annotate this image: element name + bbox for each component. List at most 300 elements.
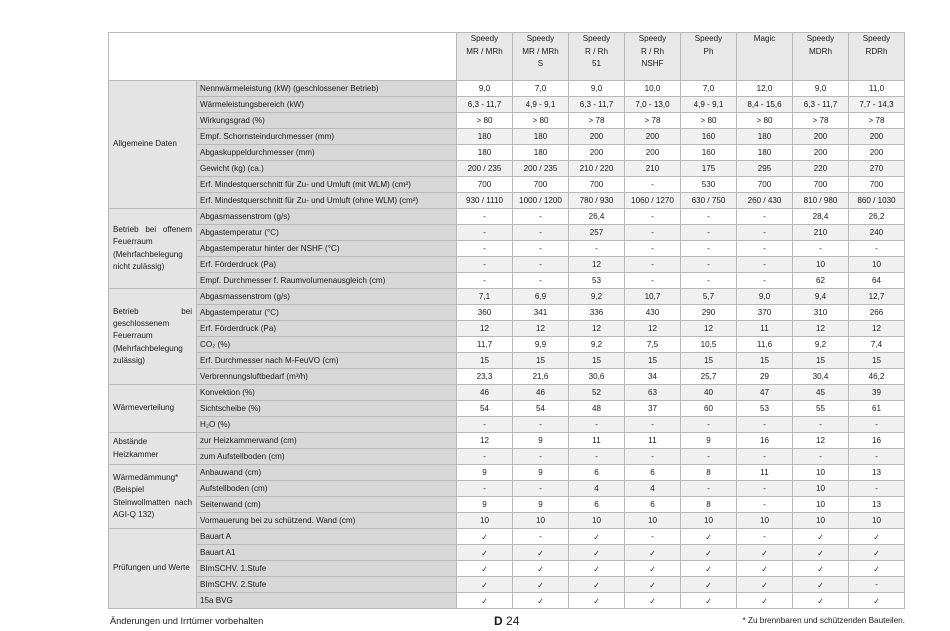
value-cell: ✓ bbox=[513, 545, 569, 561]
column-header-line: Speedy bbox=[638, 34, 667, 43]
value-cell: 8,4 - 15,6 bbox=[737, 97, 793, 113]
value-cell: 30,6 bbox=[569, 369, 625, 385]
value-cell: - bbox=[513, 225, 569, 241]
value-cell: ✓ bbox=[625, 593, 681, 609]
value-cell: 15 bbox=[793, 353, 849, 369]
value-cell: ✓ bbox=[457, 577, 513, 593]
value-cell: > 80 bbox=[513, 113, 569, 129]
value-cell: ✓ bbox=[513, 577, 569, 593]
value-cell: 25,7 bbox=[681, 369, 737, 385]
value-cell: 9,0 bbox=[569, 81, 625, 97]
table-row bbox=[109, 161, 905, 177]
group-label: Abstände Heizkammer bbox=[109, 433, 197, 465]
value-cell: 9 bbox=[513, 465, 569, 481]
property-label: Empf. Durchmesser f. Raumvolumenausgleich (cm) bbox=[197, 273, 457, 289]
value-cell: 12 bbox=[849, 321, 905, 337]
column-header bbox=[457, 33, 513, 81]
value-cell: 9 bbox=[681, 433, 737, 449]
property-label: Abgasmassenstrom (g/s) bbox=[197, 289, 457, 305]
value-cell: 210 bbox=[793, 225, 849, 241]
value-cell: - bbox=[569, 449, 625, 465]
value-cell: 6 bbox=[625, 497, 681, 513]
value-cell: 10 bbox=[625, 513, 681, 529]
value-cell: 9,0 bbox=[793, 81, 849, 97]
value-cell: 10 bbox=[793, 465, 849, 481]
column-header-line: MR / MRh bbox=[466, 46, 503, 56]
value-cell: 5,7 bbox=[681, 289, 737, 305]
value-cell: ✓ bbox=[513, 593, 569, 609]
property-label: Empf. Schornsteindurchmesser (mm) bbox=[197, 129, 457, 145]
value-cell: 37 bbox=[625, 401, 681, 417]
table-row bbox=[109, 241, 905, 257]
value-cell: 12 bbox=[569, 257, 625, 273]
value-cell: - bbox=[681, 449, 737, 465]
value-cell: 630 / 750 bbox=[681, 193, 737, 209]
value-cell: 160 bbox=[681, 129, 737, 145]
table-row bbox=[109, 225, 905, 241]
header-blank-cell bbox=[109, 33, 457, 81]
value-cell: ✓ bbox=[793, 545, 849, 561]
value-cell: ✓ bbox=[569, 561, 625, 577]
value-cell: 10 bbox=[849, 513, 905, 529]
table-row bbox=[109, 81, 905, 97]
property-label: Anbauwand (cm) bbox=[197, 465, 457, 481]
value-cell: 530 bbox=[681, 177, 737, 193]
value-cell: - bbox=[457, 209, 513, 225]
value-cell: 11 bbox=[737, 321, 793, 337]
value-cell: 12 bbox=[457, 321, 513, 337]
column-header-line: R / Rh bbox=[641, 46, 664, 56]
value-cell: ✓ bbox=[625, 577, 681, 593]
property-label: Bauart A bbox=[197, 529, 457, 545]
value-cell: 700 bbox=[569, 177, 625, 193]
value-cell: > 78 bbox=[625, 113, 681, 129]
property-label: Nennwärmeleistung (kW) (geschlossener Betrieb) bbox=[197, 81, 457, 97]
table-row bbox=[109, 337, 905, 353]
value-cell: - bbox=[737, 449, 793, 465]
property-label: Abgastemperatur (°C) bbox=[197, 305, 457, 321]
value-cell: 15 bbox=[569, 353, 625, 369]
value-cell: 160 bbox=[681, 145, 737, 161]
value-cell: 10,7 bbox=[625, 289, 681, 305]
page-number bbox=[494, 614, 519, 628]
property-label: Erf. Mindestquerschnitt für Zu- und Umluft (ohne WLM) (cm²) bbox=[197, 193, 457, 209]
value-cell: ✓ bbox=[737, 545, 793, 561]
value-cell: 13 bbox=[849, 465, 905, 481]
value-cell: 34 bbox=[625, 369, 681, 385]
property-label: Sichtscheibe (%) bbox=[197, 401, 457, 417]
value-cell: ✓ bbox=[457, 545, 513, 561]
value-cell: 21,6 bbox=[513, 369, 569, 385]
value-cell: > 80 bbox=[457, 113, 513, 129]
value-cell: - bbox=[457, 225, 513, 241]
value-cell: 341 bbox=[513, 305, 569, 321]
value-cell: ✓ bbox=[849, 561, 905, 577]
value-cell: 9,0 bbox=[457, 81, 513, 97]
value-cell: - bbox=[457, 241, 513, 257]
value-cell: > 80 bbox=[681, 113, 737, 129]
value-cell: - bbox=[457, 449, 513, 465]
value-cell: ✓ bbox=[849, 529, 905, 545]
group-label: Prüfungen und Werte bbox=[109, 529, 197, 609]
value-cell: 46,2 bbox=[849, 369, 905, 385]
value-cell: ✓ bbox=[793, 561, 849, 577]
value-cell: ✓ bbox=[793, 577, 849, 593]
value-cell: > 78 bbox=[849, 113, 905, 129]
value-cell: 11,6 bbox=[737, 337, 793, 353]
value-cell: 180 bbox=[457, 129, 513, 145]
table-row bbox=[109, 593, 905, 609]
value-cell: - bbox=[569, 241, 625, 257]
value-cell: 12,0 bbox=[737, 81, 793, 97]
value-cell: 10 bbox=[793, 481, 849, 497]
value-cell: 62 bbox=[793, 273, 849, 289]
page-letter: D bbox=[494, 614, 503, 628]
value-cell: 10 bbox=[737, 513, 793, 529]
value-cell: - bbox=[513, 257, 569, 273]
value-cell: 15 bbox=[737, 353, 793, 369]
table-row bbox=[109, 385, 905, 401]
value-cell: - bbox=[681, 257, 737, 273]
value-cell: 11 bbox=[737, 465, 793, 481]
property-label: Seitenwand (cm) bbox=[197, 497, 457, 513]
value-cell: 810 / 980 bbox=[793, 193, 849, 209]
value-cell: - bbox=[625, 529, 681, 545]
table-row bbox=[109, 433, 905, 449]
value-cell: 700 bbox=[457, 177, 513, 193]
value-cell: - bbox=[513, 241, 569, 257]
value-cell: 7,0 bbox=[513, 81, 569, 97]
property-label: Erf. Förderdruck (Pa) bbox=[197, 257, 457, 273]
value-cell: 336 bbox=[569, 305, 625, 321]
property-label: 15a BVG bbox=[197, 593, 457, 609]
column-header bbox=[737, 33, 793, 81]
column-header-line: NSHF bbox=[641, 59, 664, 68]
property-label: zur Heizkammerwand (cm) bbox=[197, 433, 457, 449]
value-cell: - bbox=[681, 481, 737, 497]
value-cell: 10 bbox=[569, 513, 625, 529]
value-cell: ✓ bbox=[625, 545, 681, 561]
value-cell: 63 bbox=[625, 385, 681, 401]
value-cell: 210 bbox=[625, 161, 681, 177]
value-cell: 6,3 - 11,7 bbox=[569, 97, 625, 113]
value-cell: 12 bbox=[793, 433, 849, 449]
property-label: Abgastemperatur (°C) bbox=[197, 225, 457, 241]
value-cell: 10 bbox=[513, 513, 569, 529]
value-cell: 10 bbox=[681, 513, 737, 529]
value-cell: 930 / 1110 bbox=[457, 193, 513, 209]
value-cell: 370 bbox=[737, 305, 793, 321]
table-row bbox=[109, 545, 905, 561]
value-cell: 15 bbox=[681, 353, 737, 369]
value-cell: 11,0 bbox=[849, 81, 905, 97]
value-cell: 1060 / 1270 bbox=[625, 193, 681, 209]
value-cell: 12 bbox=[681, 321, 737, 337]
value-cell: - bbox=[625, 177, 681, 193]
table-row bbox=[109, 401, 905, 417]
value-cell: 26,4 bbox=[569, 209, 625, 225]
table-row bbox=[109, 577, 905, 593]
value-cell: 64 bbox=[849, 273, 905, 289]
table-row bbox=[109, 353, 905, 369]
column-header-line: R / Rh bbox=[585, 46, 608, 56]
table-row bbox=[109, 129, 905, 145]
value-cell: ✓ bbox=[681, 577, 737, 593]
value-cell: - bbox=[457, 257, 513, 273]
column-header-line: MDRh bbox=[809, 46, 832, 56]
value-cell: 46 bbox=[513, 385, 569, 401]
table-row bbox=[109, 305, 905, 321]
column-header-line: S bbox=[537, 59, 544, 68]
column-header bbox=[513, 33, 569, 81]
value-cell: 11,7 bbox=[457, 337, 513, 353]
value-cell: 45 bbox=[793, 385, 849, 401]
table-row bbox=[109, 209, 905, 225]
spec-table-body bbox=[109, 33, 905, 609]
value-cell: 6,3 - 11,7 bbox=[457, 97, 513, 113]
value-cell: ✓ bbox=[569, 545, 625, 561]
property-label: Abgastemperatur hinter der NSHF (°C) bbox=[197, 241, 457, 257]
value-cell: 48 bbox=[569, 401, 625, 417]
table-row bbox=[109, 497, 905, 513]
value-cell: 200 bbox=[849, 145, 905, 161]
table-row bbox=[109, 529, 905, 545]
property-label: Wärmeleistungsbereich (kW) bbox=[197, 97, 457, 113]
value-cell: 54 bbox=[513, 401, 569, 417]
value-cell: 12 bbox=[569, 321, 625, 337]
value-cell: ✓ bbox=[681, 561, 737, 577]
value-cell: 200 bbox=[569, 129, 625, 145]
value-cell: 200 bbox=[625, 145, 681, 161]
table-row bbox=[109, 257, 905, 273]
value-cell: - bbox=[737, 257, 793, 273]
value-cell: 9,2 bbox=[569, 337, 625, 353]
table-row bbox=[109, 97, 905, 113]
table-row bbox=[109, 145, 905, 161]
property-label: Abgaskuppeldurchmesser (mm) bbox=[197, 145, 457, 161]
value-cell: - bbox=[737, 417, 793, 433]
column-header bbox=[625, 33, 681, 81]
value-cell: 860 / 1030 bbox=[849, 193, 905, 209]
value-cell: ✓ bbox=[849, 593, 905, 609]
value-cell: - bbox=[625, 241, 681, 257]
value-cell: - bbox=[737, 481, 793, 497]
value-cell: 6,9 bbox=[513, 289, 569, 305]
value-cell: 8 bbox=[681, 465, 737, 481]
value-cell: 7,0 - 13,0 bbox=[625, 97, 681, 113]
property-label: Aufstellboden (cm) bbox=[197, 481, 457, 497]
value-cell: 200 bbox=[625, 129, 681, 145]
column-header bbox=[681, 33, 737, 81]
value-cell: - bbox=[625, 209, 681, 225]
value-cell: 180 bbox=[457, 145, 513, 161]
value-cell: 180 bbox=[513, 145, 569, 161]
value-cell: - bbox=[681, 417, 737, 433]
value-cell: ✓ bbox=[737, 593, 793, 609]
table-row bbox=[109, 449, 905, 465]
value-cell: 4,9 - 9,1 bbox=[513, 97, 569, 113]
value-cell: 12 bbox=[625, 321, 681, 337]
value-cell: - bbox=[849, 241, 905, 257]
value-cell: 295 bbox=[737, 161, 793, 177]
value-cell: 6 bbox=[625, 465, 681, 481]
value-cell: - bbox=[513, 449, 569, 465]
value-cell: 12 bbox=[513, 321, 569, 337]
value-cell: 1000 / 1200 bbox=[513, 193, 569, 209]
value-cell: - bbox=[513, 481, 569, 497]
group-label: Betrieb bei offenem Feuerraum (Mehrfachbelegung nicht zulässig) bbox=[109, 209, 197, 289]
value-cell: ✓ bbox=[625, 561, 681, 577]
value-cell: 60 bbox=[681, 401, 737, 417]
value-cell: ✓ bbox=[569, 529, 625, 545]
table-row bbox=[109, 177, 905, 193]
value-cell: 47 bbox=[737, 385, 793, 401]
value-cell: > 78 bbox=[569, 113, 625, 129]
property-label: BImSCHV. 2.Stufe bbox=[197, 577, 457, 593]
table-row bbox=[109, 561, 905, 577]
group-label: Wärmeverteilung bbox=[109, 385, 197, 433]
table-row bbox=[109, 369, 905, 385]
value-cell: 210 / 220 bbox=[569, 161, 625, 177]
value-cell: 10,0 bbox=[625, 81, 681, 97]
value-cell: - bbox=[457, 273, 513, 289]
value-cell: ✓ bbox=[681, 593, 737, 609]
column-header-line: Speedy bbox=[470, 34, 499, 43]
table-row bbox=[109, 481, 905, 497]
value-cell: 12 bbox=[793, 321, 849, 337]
column-header-line: 51 bbox=[591, 59, 601, 68]
value-cell: 200 bbox=[793, 129, 849, 145]
column-header-line: Speedy bbox=[582, 34, 611, 43]
table-row bbox=[109, 273, 905, 289]
value-cell: 40 bbox=[681, 385, 737, 401]
column-header-line: Speedy bbox=[694, 34, 723, 43]
value-cell: 7,4 bbox=[849, 337, 905, 353]
value-cell: 54 bbox=[457, 401, 513, 417]
value-cell: - bbox=[737, 273, 793, 289]
property-label: Wirkungsgrad (%) bbox=[197, 113, 457, 129]
value-cell: 16 bbox=[849, 433, 905, 449]
value-cell: > 80 bbox=[737, 113, 793, 129]
value-cell: 200 / 235 bbox=[457, 161, 513, 177]
value-cell: - bbox=[849, 577, 905, 593]
value-cell: - bbox=[457, 417, 513, 433]
value-cell: 700 bbox=[737, 177, 793, 193]
table-row bbox=[109, 321, 905, 337]
column-header-row bbox=[109, 33, 905, 81]
value-cell: 6 bbox=[569, 465, 625, 481]
property-label: Verbrennungsluftbedarf (m³/h) bbox=[197, 369, 457, 385]
value-cell: 240 bbox=[849, 225, 905, 241]
value-cell: - bbox=[793, 417, 849, 433]
value-cell: 4 bbox=[569, 481, 625, 497]
property-label: Konvektion (%) bbox=[197, 385, 457, 401]
value-cell: - bbox=[793, 449, 849, 465]
table-row bbox=[109, 465, 905, 481]
value-cell: 257 bbox=[569, 225, 625, 241]
value-cell: - bbox=[737, 241, 793, 257]
value-cell: 270 bbox=[849, 161, 905, 177]
value-cell: 30,4 bbox=[793, 369, 849, 385]
value-cell: 700 bbox=[513, 177, 569, 193]
value-cell: 8 bbox=[681, 497, 737, 513]
value-cell: > 78 bbox=[793, 113, 849, 129]
value-cell: 4 bbox=[625, 481, 681, 497]
value-cell: 52 bbox=[569, 385, 625, 401]
value-cell: 16 bbox=[737, 433, 793, 449]
footnote: * Zu brennbaren und schützenden Bauteilen. bbox=[742, 616, 905, 625]
value-cell: - bbox=[625, 257, 681, 273]
value-cell: 7,5 bbox=[625, 337, 681, 353]
value-cell: - bbox=[625, 225, 681, 241]
value-cell: 9 bbox=[457, 497, 513, 513]
value-cell: ✓ bbox=[457, 593, 513, 609]
value-cell: 7,7 - 14,3 bbox=[849, 97, 905, 113]
value-cell: 28,4 bbox=[793, 209, 849, 225]
value-cell: ✓ bbox=[849, 545, 905, 561]
value-cell: - bbox=[793, 241, 849, 257]
value-cell: 200 / 235 bbox=[513, 161, 569, 177]
table-row bbox=[109, 113, 905, 129]
value-cell: 7,0 bbox=[681, 81, 737, 97]
column-header-line: Speedy bbox=[526, 34, 555, 43]
value-cell: 310 bbox=[793, 305, 849, 321]
value-cell: 10 bbox=[793, 497, 849, 513]
value-cell: - bbox=[849, 449, 905, 465]
value-cell: 13 bbox=[849, 497, 905, 513]
value-cell: 61 bbox=[849, 401, 905, 417]
value-cell: 46 bbox=[457, 385, 513, 401]
value-cell: 200 bbox=[793, 145, 849, 161]
value-cell: 12,7 bbox=[849, 289, 905, 305]
value-cell: 360 bbox=[457, 305, 513, 321]
column-header-line: Speedy bbox=[806, 34, 835, 43]
value-cell: - bbox=[737, 225, 793, 241]
value-cell: 9,0 bbox=[737, 289, 793, 305]
property-label: Erf. Mindestquerschnitt für Zu- und Umluft (mit WLM) (cm²) bbox=[197, 177, 457, 193]
value-cell: 10 bbox=[793, 513, 849, 529]
value-cell: - bbox=[681, 241, 737, 257]
value-cell: 260 / 430 bbox=[737, 193, 793, 209]
value-cell: 9 bbox=[457, 465, 513, 481]
value-cell: - bbox=[681, 273, 737, 289]
value-cell: 53 bbox=[569, 273, 625, 289]
value-cell: 9,2 bbox=[793, 337, 849, 353]
value-cell: 700 bbox=[793, 177, 849, 193]
value-cell: - bbox=[737, 209, 793, 225]
value-cell: 10 bbox=[793, 257, 849, 273]
group-label: Betrieb bei geschlossenem Feuerraum (Mehrfachbelegung zulässig) bbox=[109, 289, 197, 385]
property-label: CO₂ (%) bbox=[197, 337, 457, 353]
property-label: Abgasmassenstrom (g/s) bbox=[197, 209, 457, 225]
value-cell: 9 bbox=[513, 497, 569, 513]
table-row bbox=[109, 193, 905, 209]
column-header-line: RDRh bbox=[865, 46, 888, 56]
value-cell: 10,5 bbox=[681, 337, 737, 353]
group-label: Wärmedämmung* (Beispiel Steinwollmatten nach AGI-Q 132) bbox=[109, 465, 197, 529]
value-cell: - bbox=[849, 417, 905, 433]
value-cell: 175 bbox=[681, 161, 737, 177]
value-cell: 15 bbox=[513, 353, 569, 369]
column-header-line: Ph bbox=[703, 46, 714, 56]
value-cell: - bbox=[625, 417, 681, 433]
value-cell: 7,1 bbox=[457, 289, 513, 305]
value-cell: 9,2 bbox=[569, 289, 625, 305]
value-cell: - bbox=[737, 497, 793, 513]
value-cell: 6,3 - 11,7 bbox=[793, 97, 849, 113]
value-cell: ✓ bbox=[737, 577, 793, 593]
value-cell: ✓ bbox=[793, 529, 849, 545]
